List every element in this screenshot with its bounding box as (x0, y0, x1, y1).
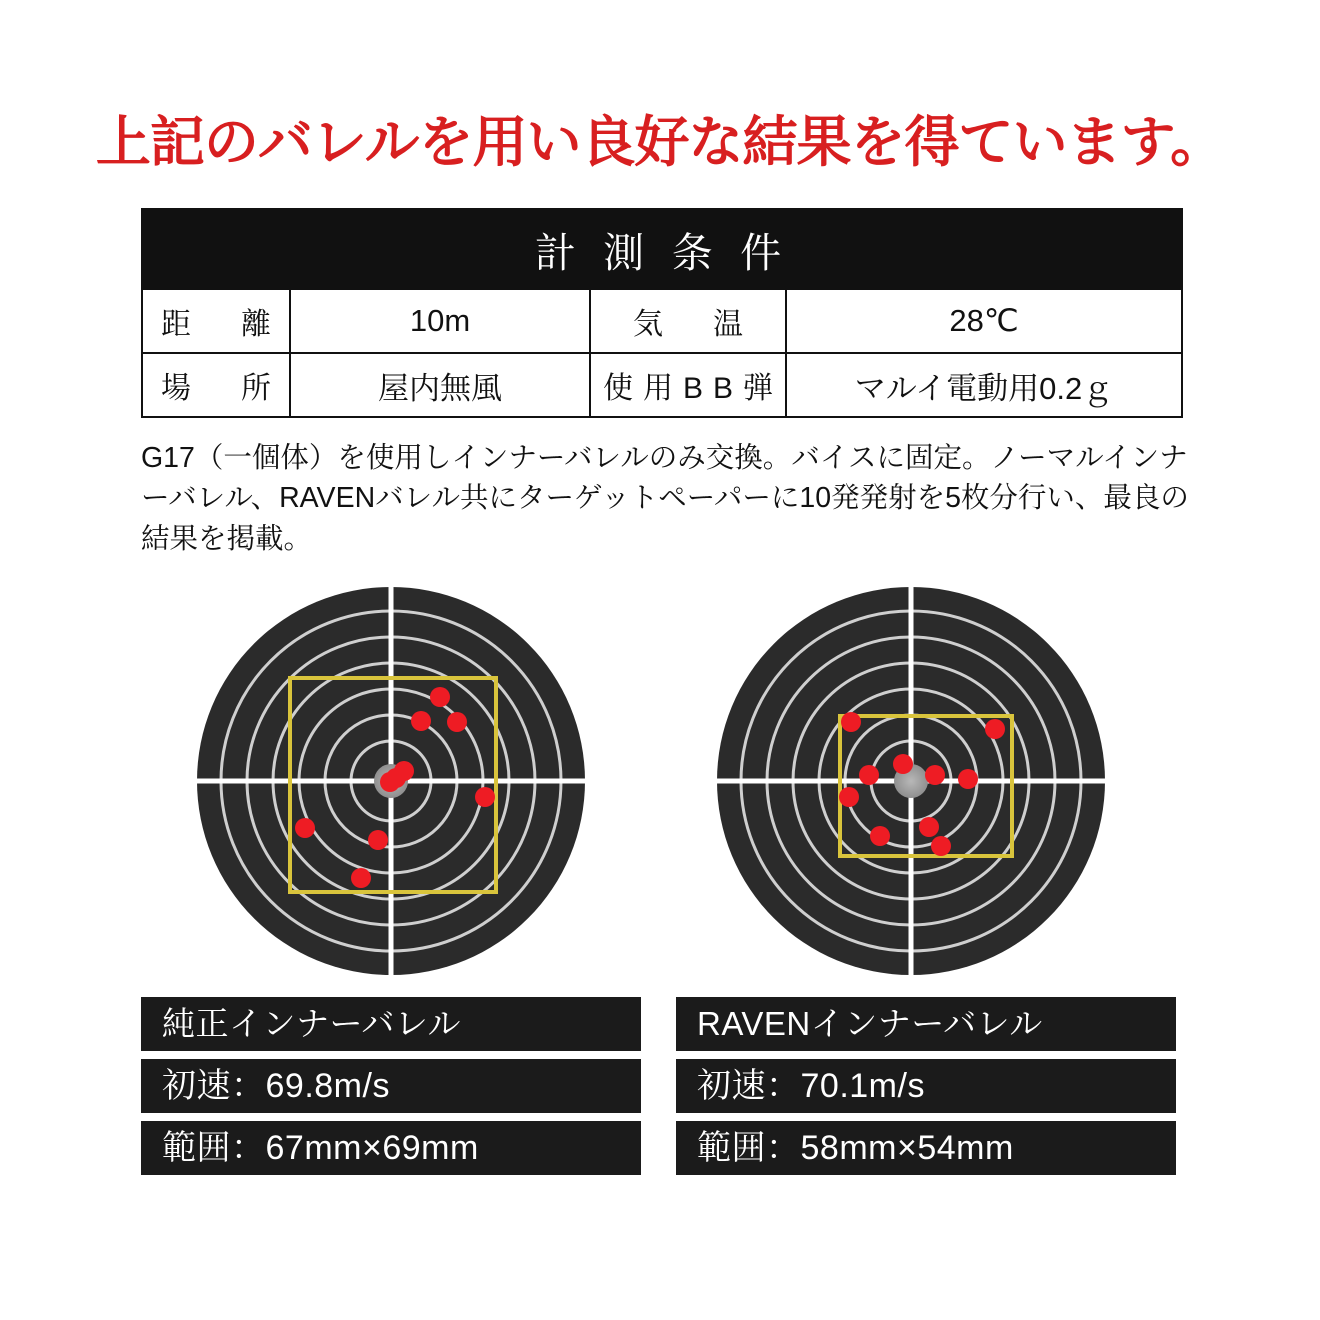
table-title-row (142, 209, 1182, 289)
cell-location-label: 場 所 (142, 353, 290, 417)
test-note: G17（一個体）を使用しインナーバレルのみ交換。バイスに固定。ノーマルインナーバレル、RAVENバレル共にターゲットペーパーに10発発射を5枚分行い、最良の結果を掲載。 (141, 442, 1189, 555)
table-row (142, 289, 1182, 353)
measurement-conditions-table (141, 208, 1183, 418)
table-title: 計 測 条 件 (142, 209, 1182, 289)
table-row (142, 353, 1182, 417)
target-stock (196, 586, 586, 976)
target-raven (716, 586, 1106, 976)
cell-distance-label: 距 離 (142, 289, 290, 353)
cell-bb-value: マルイ電動用0.2ｇ (786, 353, 1182, 417)
page-title: 上記のバレルを用い良好な結果を得ています。 (95, 111, 1225, 173)
caption-raven (676, 997, 1176, 1183)
cell-location-value: 屋内無風 (290, 353, 590, 417)
caption-raven-velocity: 初速：70.1m/s (676, 1059, 1176, 1113)
cell-temperature-value: 28℃ (786, 289, 1182, 353)
caption-stock-group: 範囲：67mm×69mm (141, 1121, 641, 1175)
cell-distance-value: 10m (290, 289, 590, 353)
target-graphic-stock (196, 586, 586, 976)
caption-stock-name: 純正インナーバレル (141, 997, 641, 1051)
cell-bb-label: 使用BB弾 (590, 353, 786, 417)
cell-temperature-label: 気 温 (590, 289, 786, 353)
caption-raven-name: RAVENインナーバレル (676, 997, 1176, 1051)
caption-raven-group: 範囲：58mm×54mm (676, 1121, 1176, 1175)
caption-stock-velocity: 初速：69.8m/s (141, 1059, 641, 1113)
target-graphic-raven (716, 586, 1106, 976)
caption-stock (141, 997, 641, 1183)
